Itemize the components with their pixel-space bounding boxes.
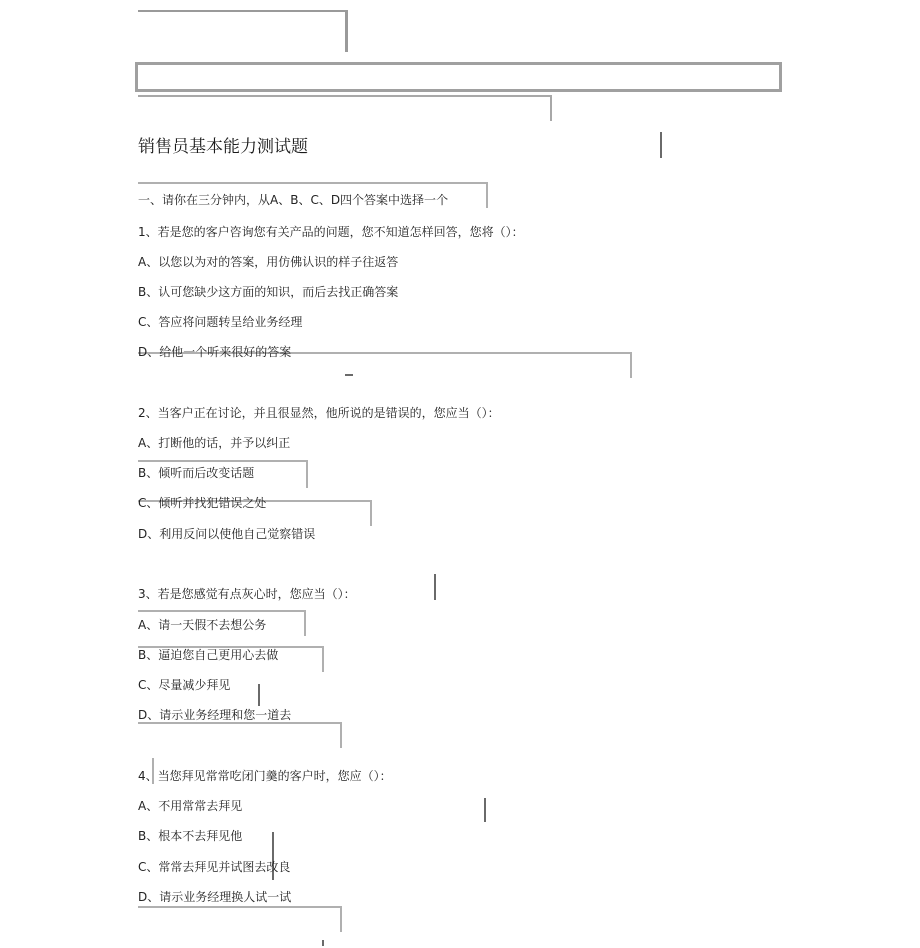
scan-rule-vertical [630, 352, 632, 378]
question-1-option-c: C、答应将问题转呈给业务经理 [138, 315, 303, 329]
scan-mark [345, 374, 353, 376]
question-2-option-c: C、倾听并找犯错误之处 [138, 496, 267, 510]
page-title: 销售员基本能力测试题 [138, 137, 308, 157]
scan-rule [138, 610, 306, 612]
scan-frame-top [138, 10, 348, 52]
question-3-option-c: C、尽量减少拜见 [138, 678, 231, 692]
question-4: 4、当您拜见常常吃闭门羹的客户时，您应（）： [138, 769, 392, 783]
question-1: 1、若是您的客户咨询您有关产品的问题，您不知道怎样回答，您将（）： [138, 225, 524, 239]
question-2-option-a: A、打断他的话，并予以纠正 [138, 436, 291, 450]
question-3-option-a: A、请一天假不去想公务 [138, 618, 267, 632]
question-3: 3、若是您感觉有点灰心时，您应当（）： [138, 587, 356, 601]
question-2: 2、当客户正在讨论，并且很显然，他所说的是错误的，您应当（）： [138, 406, 500, 420]
question-2-option-b: B、倾听而后改变话题 [138, 466, 255, 480]
question-1-option-d: D、给他一个听来很好的答案 [138, 345, 292, 359]
question-4-option-b: B、根本不去拜见他 [138, 829, 243, 843]
scan-rule-vertical [486, 182, 488, 208]
scan-rule [138, 182, 488, 184]
scan-rule [138, 906, 342, 908]
scan-rule-vertical [340, 722, 342, 748]
question-1-option-a: A、以您以为对的答案，用仿佛认识的样子往返答 [138, 255, 399, 269]
scan-rule-vertical [322, 646, 324, 672]
scan-frame-band [135, 62, 782, 92]
question-1-option-b: B、认可您缺少这方面的知识，而后去找正确答案 [138, 285, 399, 299]
question-4-option-c: C、常常去拜见并试图去改良 [138, 860, 291, 874]
scan-rule-vertical [340, 906, 342, 932]
scan-rule-vertical [306, 460, 308, 488]
question-3-option-b: B、逼迫您自己更用心去做 [138, 648, 279, 662]
scan-rule [138, 460, 308, 462]
scan-frame-sub [138, 95, 552, 121]
scan-mark [322, 940, 324, 946]
scan-mark [484, 798, 486, 822]
question-4-option-a: A、不用常常去拜见 [138, 799, 243, 813]
scan-mark [434, 574, 436, 600]
scan-mark [660, 132, 662, 158]
question-4-option-d: D、请示业务经理换人试一试 [138, 890, 292, 904]
scan-rule-vertical [370, 500, 372, 526]
scan-mark [258, 684, 260, 706]
question-3-option-d: D、请示业务经理和您一道去 [138, 708, 292, 722]
question-2-option-d: D、利用反问以使他自己觉察错误 [138, 527, 316, 541]
instructions: 一、请你在三分钟内，从A、B、C、D四个答案中选择一个 [138, 193, 449, 207]
scan-rule-vertical [304, 610, 306, 636]
